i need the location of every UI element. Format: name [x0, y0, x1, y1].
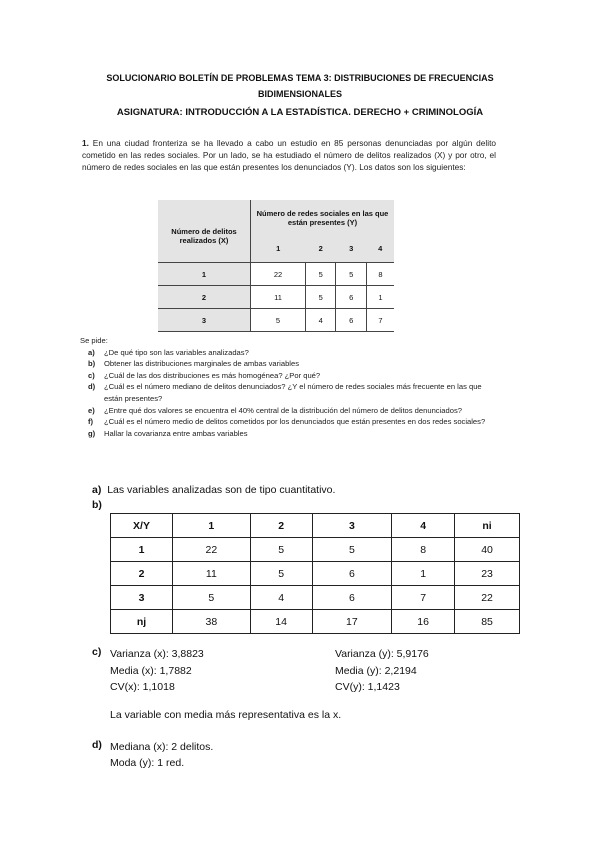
cell: 5 — [250, 538, 312, 562]
cv-y: CV(y): 1,1423 — [335, 681, 400, 693]
row-label: 1 — [158, 263, 251, 286]
cell: 17 — [312, 610, 392, 634]
cell: 6 — [336, 309, 366, 332]
cell: 5 — [250, 562, 312, 586]
cell: 8 — [366, 263, 394, 286]
question-text: ¿Cuál es el número medio de delitos cometidos por los denunciados que están presentes en dos redes sociales? — [104, 417, 486, 427]
mode-y: Moda (y): 1 red. — [110, 757, 185, 769]
mean-x: Media (x): 1,7882 — [110, 664, 192, 677]
col-label: 2 — [306, 236, 336, 263]
cell: 4 — [250, 586, 312, 610]
question-item — [88, 405, 488, 417]
answer-c-right — [335, 646, 429, 696]
cell: 40 — [455, 538, 520, 562]
question-text: Hallar la covarianza entre ambas variables — [104, 428, 248, 438]
table-row — [158, 263, 394, 286]
question-letter: f) — [88, 417, 94, 427]
row-header: Número de delitos realizados (X) — [158, 200, 251, 263]
answer-d — [110, 739, 213, 771]
cell: 22 — [173, 538, 251, 562]
mean-y: Media (y): 2,2194 — [335, 664, 417, 677]
cell: 1 — [392, 562, 455, 586]
question-item — [88, 347, 488, 359]
cv-x: CV(x): 1,1018 — [110, 681, 175, 693]
col-label: 1 — [251, 236, 306, 263]
cell: 5 — [336, 263, 366, 286]
cell: 11 — [173, 562, 251, 586]
question-letter: a) — [88, 347, 95, 357]
question-text: ¿Cuál es el número mediano de delitos denunciados? ¿Y el número de redes sociales más frecuente en las que están presentes? — [104, 382, 482, 403]
cell: 7 — [366, 309, 394, 332]
questions-intro: Se pide: — [80, 336, 108, 345]
cell: 85 — [455, 610, 520, 634]
question-item — [88, 416, 488, 428]
problem-statement — [82, 137, 496, 173]
answer-c-letter — [92, 646, 101, 658]
table-header-row — [111, 514, 520, 538]
answer-letter: c) — [92, 646, 102, 658]
answer-c-conclusion: La variable con media más representativa es la x. — [110, 709, 342, 721]
row-label: 3 — [111, 586, 173, 610]
problem-number: 1. — [82, 138, 89, 148]
question-item — [88, 428, 488, 440]
question-text: ¿Entre qué dos valores se encuentra el 40% central de la distribución del número de delitos denunciados? — [104, 405, 462, 415]
title-line-1: SOLUCIONARIO BOLETÍN DE PROBLEMAS TEMA 3: DISTRIBUCIONES DE FRECUENCIAS — [106, 73, 494, 83]
questions — [80, 335, 488, 439]
cell: 22 — [251, 263, 306, 286]
table-row — [111, 610, 520, 634]
question-letter: b) — [88, 359, 96, 369]
question-item — [88, 358, 488, 370]
cell: 5 — [312, 538, 392, 562]
cell: 22 — [455, 586, 520, 610]
question-letter: e) — [88, 405, 95, 415]
cell: 1 — [366, 286, 394, 309]
answer-b — [92, 499, 102, 511]
question-letter: c) — [88, 370, 95, 380]
question-item — [88, 381, 488, 404]
header-cell: 3 — [312, 514, 392, 538]
cell: 6 — [312, 562, 392, 586]
table-row — [158, 286, 394, 309]
header-cell: ni — [455, 514, 520, 538]
answer-letter: a) — [92, 484, 102, 496]
question-text: ¿Cuál de las dos distribuciones es más homogénea? ¿Por qué? — [104, 370, 321, 380]
variance-y: Varianza (y): 5,9176 — [335, 648, 429, 660]
cell: 8 — [392, 538, 455, 562]
header-cell: 1 — [173, 514, 251, 538]
cell: 7 — [392, 586, 455, 610]
answer-letter: d) — [92, 739, 102, 751]
question-text: Obtener las distribuciones marginales de ambas variables — [104, 359, 300, 369]
cell: 5 — [173, 586, 251, 610]
variance-x: Varianza (x): 3,8823 — [110, 648, 204, 660]
row-label: 2 — [111, 562, 173, 586]
cell: 38 — [173, 610, 251, 634]
cell: 5 — [306, 263, 336, 286]
cell: 4 — [306, 309, 336, 332]
median-x: Mediana (x): 2 delitos. — [110, 741, 214, 753]
row-label: nj — [111, 610, 173, 634]
col-label: 3 — [336, 236, 366, 263]
data-table — [158, 200, 394, 332]
answer-letter: b) — [92, 499, 102, 511]
col-label: 4 — [366, 236, 394, 263]
table-row — [158, 309, 394, 332]
cell: 16 — [392, 610, 455, 634]
cell: 23 — [455, 562, 520, 586]
cell: 5 — [251, 309, 306, 332]
question-text: ¿De qué tipo son las variables analizadas? — [104, 347, 249, 357]
title-line-2: BIDIMENSIONALES — [257, 89, 342, 99]
cell: 6 — [336, 286, 366, 309]
cell: 6 — [312, 586, 392, 610]
table-row — [111, 586, 520, 610]
cell: 11 — [251, 286, 306, 309]
answer-a — [92, 484, 335, 496]
question-letter: d) — [88, 382, 96, 392]
answer-d-letter — [92, 739, 102, 751]
header-cell: X/Y — [111, 514, 173, 538]
question-item — [88, 370, 488, 382]
header-cell: 2 — [250, 514, 312, 538]
row-label: 1 — [111, 538, 173, 562]
question-letter: g) — [88, 428, 96, 438]
answer-text: Las variables analizadas son de tipo cuantitativo. — [107, 484, 336, 496]
answer-c-left — [110, 646, 204, 696]
problem-text: En una ciudad fronteriza se ha llevado a cabo un estudio en 85 personas denunciadas por algún delito cometido en las redes sociales. Por un lado, se ha estudiado el número de delitos realizados (X) y por otro, el número de redes sociales en las que están presentes los denunciados (Y). Los datos son los siguientes: — [82, 138, 496, 172]
title-line-3: ASIGNATURA: INTRODUCCIÓN A LA ESTADÍSTICA. DERECHO + CRIMINOLOGÍA — [116, 107, 484, 118]
row-label: 2 — [158, 286, 251, 309]
table-row — [111, 562, 520, 586]
col-header: Número de redes sociales en las que están presentes (Y) — [251, 200, 395, 236]
header-cell: 4 — [392, 514, 455, 538]
row-label: 3 — [158, 309, 251, 332]
cell: 5 — [306, 286, 336, 309]
cell: 14 — [250, 610, 312, 634]
marginal-table — [110, 513, 520, 634]
table-row — [111, 538, 520, 562]
